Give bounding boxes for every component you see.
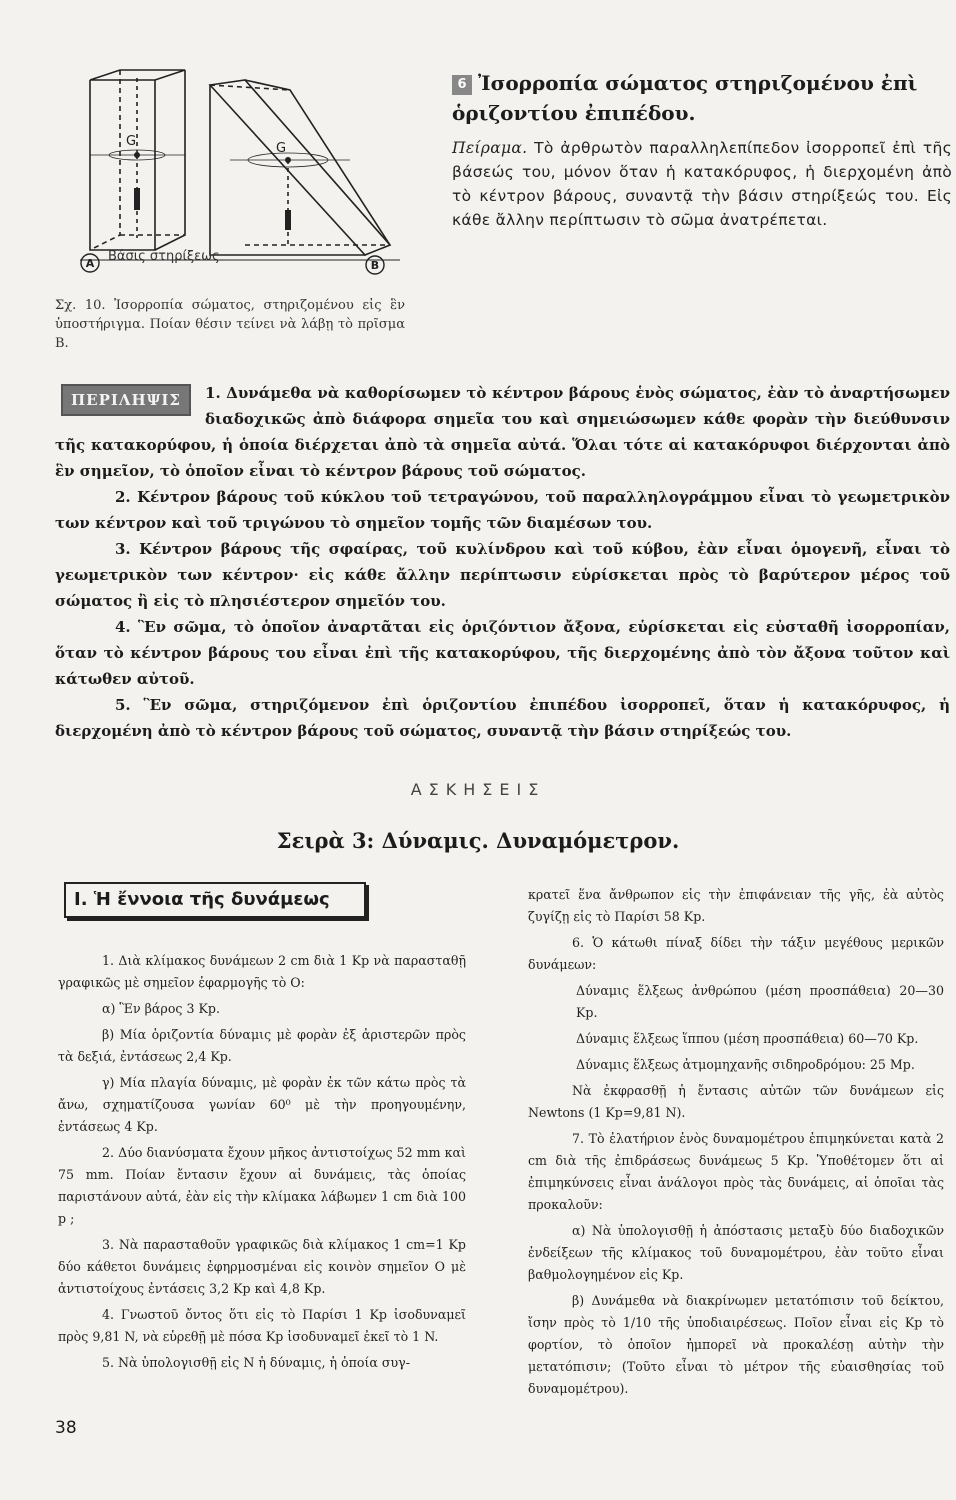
- summary: [55, 380, 950, 744]
- right-column: [528, 884, 944, 1404]
- section-6-body: [452, 136, 952, 232]
- label-g-b: G: [276, 141, 287, 156]
- summary-item: 3. Κέντρον βάρους τῆς σφαίρας, τοῦ κυλίνδρου καὶ τοῦ κύβου, ἐὰν εἶναι ὁμογενῆ, εἶναι τὸ γεωμετρικὸν των κέντρον· εἰς κάθε ἄλλην περίπτωσιν εὑρίσκεται πρὸς τὸ βαρύτερον μέρος τοῦ σώματος ἢ εἰς τὸ πλησιέστερον σημεῖόν του.: [55, 540, 950, 610]
- exercise-paragraph: 2. Δύο διανύσματα ἔχουν μῆκος ἀντιστοίχως 52 mm καὶ 75 mm. Ποίαν ἔντασιν ἔχουν αἱ δυνάμεις, τὰς ὁποίας παριστάνουν αὐτά, ἐὰν εἰς τὴν κλίμακα λάβωμεν 1 cm διὰ 100 p ;: [58, 1145, 466, 1226]
- prism-diagram: [80, 60, 410, 290]
- section-6-title: [452, 68, 952, 128]
- exercise-paragraph: β) Μία ὁριζοντία δύναμις μὲ φορὰν ἐξ ἀριστερῶν πρὸς τὰ δεξιά, ἐντάσεως 2,4 Kp.: [58, 1027, 466, 1064]
- exercise-paragraph: Δύναμις ἕλξεως ἵππου (μέση προσπάθεια) 60—70 Kp.: [576, 1031, 919, 1046]
- exercise-paragraph: 4. Γνωστοῦ ὄντος ὅτι εἰς τὸ Παρίσι 1 Kp ἰσοδυναμεῖ πρὸς 9,81 N, νὰ εὑρεθῇ μὲ πόσα Kp ἰσοδυναμεῖ ἐκεῖ τὸ 1 N.: [58, 1307, 466, 1344]
- figure-10: [80, 60, 410, 290]
- exercise-paragraph: 5. Νὰ ὑπολογισθῇ εἰς N ἡ δύναμις, ἡ ὁποία συγ-: [102, 1355, 410, 1370]
- exercise-paragraph: Δύναμις ἕλξεως ἀτμομηχανῆς σιδηροδρόμου: 25 Mp.: [576, 1057, 915, 1072]
- summary-badge: ΠΕΡΙΛΗΨΙΣ: [61, 384, 191, 416]
- exercise-paragraph: α) Ἓν βάρος 3 Kp.: [102, 1001, 220, 1016]
- exercise-paragraph: 7. Τὸ ἐλατήριον ἑνὸς δυναμομέτρου ἐπιμηκύνεται κατὰ 2 cm διὰ τῆς ἐπιδράσεως δυνάμεως 5 Kp. Ὑποθέτομεν ὅτι αἱ ἐπιμηκύνσεις εἶναι ἀνάλογοι πρὸς τὰς δυνάμεις, αἱ ὁποῖαι τὰς προκαλοῦν:: [528, 1131, 944, 1212]
- exercises-heading: ΑΣΚΗΣΕΙΣ: [410, 780, 546, 799]
- exercise-paragraph: β) Δυνάμεθα νὰ διακρίνωμεν μετατόπισιν τοῦ δείκτου, ἴσην πρὸς τὸ 1/10 τῆς ὑποδιαιρέσεως. Ποῖον εἶναι εἰς Kp τὸ φορτίον, τὸ ὁποῖον ἠμπορεῖ νὰ προκαλέσῃ αὐτὴν τὴν μετατόπισιν; (Τοῦτο εἶναι τὸ μέτρον τῆς εὐαισθησίας τοῦ δυναμομέτρου).: [528, 1293, 944, 1396]
- exercise-paragraph: 6. Ὁ κάτωθι πίναξ δίδει τὴν τάξιν μεγέθους μερικῶν δυνάμεων:: [528, 935, 944, 972]
- exercise-paragraph: 1. Διὰ κλίμακος δυνάμεων 2 cm διὰ 1 Kp νὰ παρασταθῇ γραφικῶς μὲ σημεῖον ἐφαρμογῆς τὸ Ο:: [58, 953, 466, 990]
- summary-item: 2. Κέντρον βάρους τοῦ κύκλου τοῦ τετραγώνου, τοῦ παραλληλογράμμου εἶναι τὸ γεωμετρικὸν των κέντρον καὶ τοῦ τριγώνου τὸ σημεῖον τομῆς τῶν διαμέσων του.: [55, 488, 950, 532]
- summary-item: 1. Δυνάμεθα νὰ καθορίσωμεν τὸ κέντρον βάρους ἑνὸς σώματος, ἐὰν τὸ ἀναρτήσωμεν διαδοχικῶς ἀπὸ διάφορα σημεῖα του καὶ σημειώσωμεν κάθε φορὰν τὴν διεύθυνσιν τῆς κατακορύφου, ἡ ὁποία διέρχεται ἀπὸ τὰ σημεῖα αὐτά. Ὅλαι τότε αἱ κατακόρυφοι διέρχονται ἀπὸ ἓν σημεῖον, τὸ ὁποῖον εἶναι τὸ κέντρον βάρους τοῦ σώματος.: [55, 384, 950, 480]
- summary-item: 5. Ἓν σῶμα, στηριζόμενον ἐπὶ ὁριζοντίου ἐπιπέδου ἰσορροπεῖ, ὅταν ἡ κατακόρυφος, ἡ διερχομένη ἀπὸ τὸ κέντρον βάρους τοῦ σώματος, συναντᾷ τὴν βάσιν στηρίξεώς του.: [55, 696, 950, 740]
- page-number: 38: [55, 1418, 77, 1438]
- section-6: [452, 68, 952, 232]
- experiment-text: Τὸ ἀρθρωτὸν παραλληλεπίπεδον ἰσορροπεῖ ἐπὶ τῆς βάσεώς του, μόνον ὅταν ἡ κατακόρυφος, ἡ διερχομένη ἀπὸ τὸ κέντρον βάρους, συναντᾷ τὴν βάσιν στηρίξεώς του. Εἰς κάθε ἄλλην περίπτωσιν τὸ σῶμα ἀνατρέπεται.: [452, 139, 952, 229]
- exercise-paragraph: Δύναμις ἕλξεως ἀνθρώπου (μέση προσπάθεια) 20—30 Kp.: [576, 983, 944, 1020]
- summary-item: 4. Ἓν σῶμα, τὸ ὁποῖον ἀναρτᾶται εἰς ὁριζόντιον ἄξονα, εὑρίσκεται εἰς εὐσταθῆ ἰσορροπίαν, ὅταν τὸ κέντρον βάρους του εἶναι ἐπὶ τῆς κατακορύφου, τῆς διερχομένης ἀπὸ τὸν ἄξονα τοῦτον καὶ κάτωθεν αὐτοῦ.: [55, 618, 950, 688]
- exercise-paragraph: γ) Μία πλαγία δύναμις, μὲ φορὰν ἐκ τῶν κάτω πρὸς τὰ ἄνω, σχηματίζουσα γωνίαν 60⁰ μὲ τὴν προηγουμένην, ἐντάσεως 4 Kp.: [58, 1075, 466, 1134]
- box-heading: I. Ἡ ἔννοια τῆς δυνάμεως: [64, 882, 366, 918]
- label-g-a: G: [126, 134, 137, 149]
- series-title: Σειρὰ 3: Δύναμις. Δυναμόμετρον.: [276, 828, 680, 853]
- label-b: B: [370, 259, 380, 272]
- exercise-paragraph: κρατεῖ ἕνα ἄνθρωπον εἰς τὴν ἐπιφάνειαν τῆς γῆς, ἐὰ αὐτὸς ζυγίζῃ εἰς τὸ Παρίσι 58 Kp.: [528, 887, 944, 924]
- label-a: A: [85, 257, 95, 270]
- section-number: 6: [452, 75, 472, 95]
- figure-caption: Σχ. 10. Ἰσορροπία σώματος, στηριζομένου εἰς ἓν ὑποστήριγμα. Ποίαν θέσιν τείνει νὰ λάβῃ τὸ πρῖσμα Β.: [55, 298, 405, 351]
- exercise-paragraph: α) Νὰ ὑπολογισθῇ ἡ ἀπόστασις μεταξὺ δύο διαδοχικῶν ἐνδείξεων τῆς κλίμακος τοῦ δυναμομέτρου, ἐὰν τοῦτο εἶναι βαθμολογημένον εἰς Kp.: [528, 1223, 944, 1282]
- base-label: Βάσις στηρίξεως: [108, 249, 220, 264]
- exercise-paragraph: Νὰ ἐκφρασθῇ ἡ ἔντασις αὐτῶν τῶν δυνάμεων εἰς Newtons (1 Kp=9,81 N).: [528, 1083, 944, 1120]
- section-title-text: Ἰσορροπία σώματος στηριζομένου ἐπὶ ὁριζοντίου ἐπιπέδου.: [452, 71, 918, 125]
- left-column: [58, 950, 466, 1378]
- experiment-label: Πείραμα.: [452, 139, 528, 157]
- exercise-paragraph: 3. Νὰ παρασταθοῦν γραφικῶς διὰ κλίμακος 1 cm=1 Kp δύο κάθετοι δυνάμεις ἐφηρμοσμέναι εἰς κοινὸν σημεῖον Ο μὲ ἀντιστοίχους ἐντάσεις 3,2 Kp καὶ 4,8 Kp.: [58, 1237, 466, 1296]
